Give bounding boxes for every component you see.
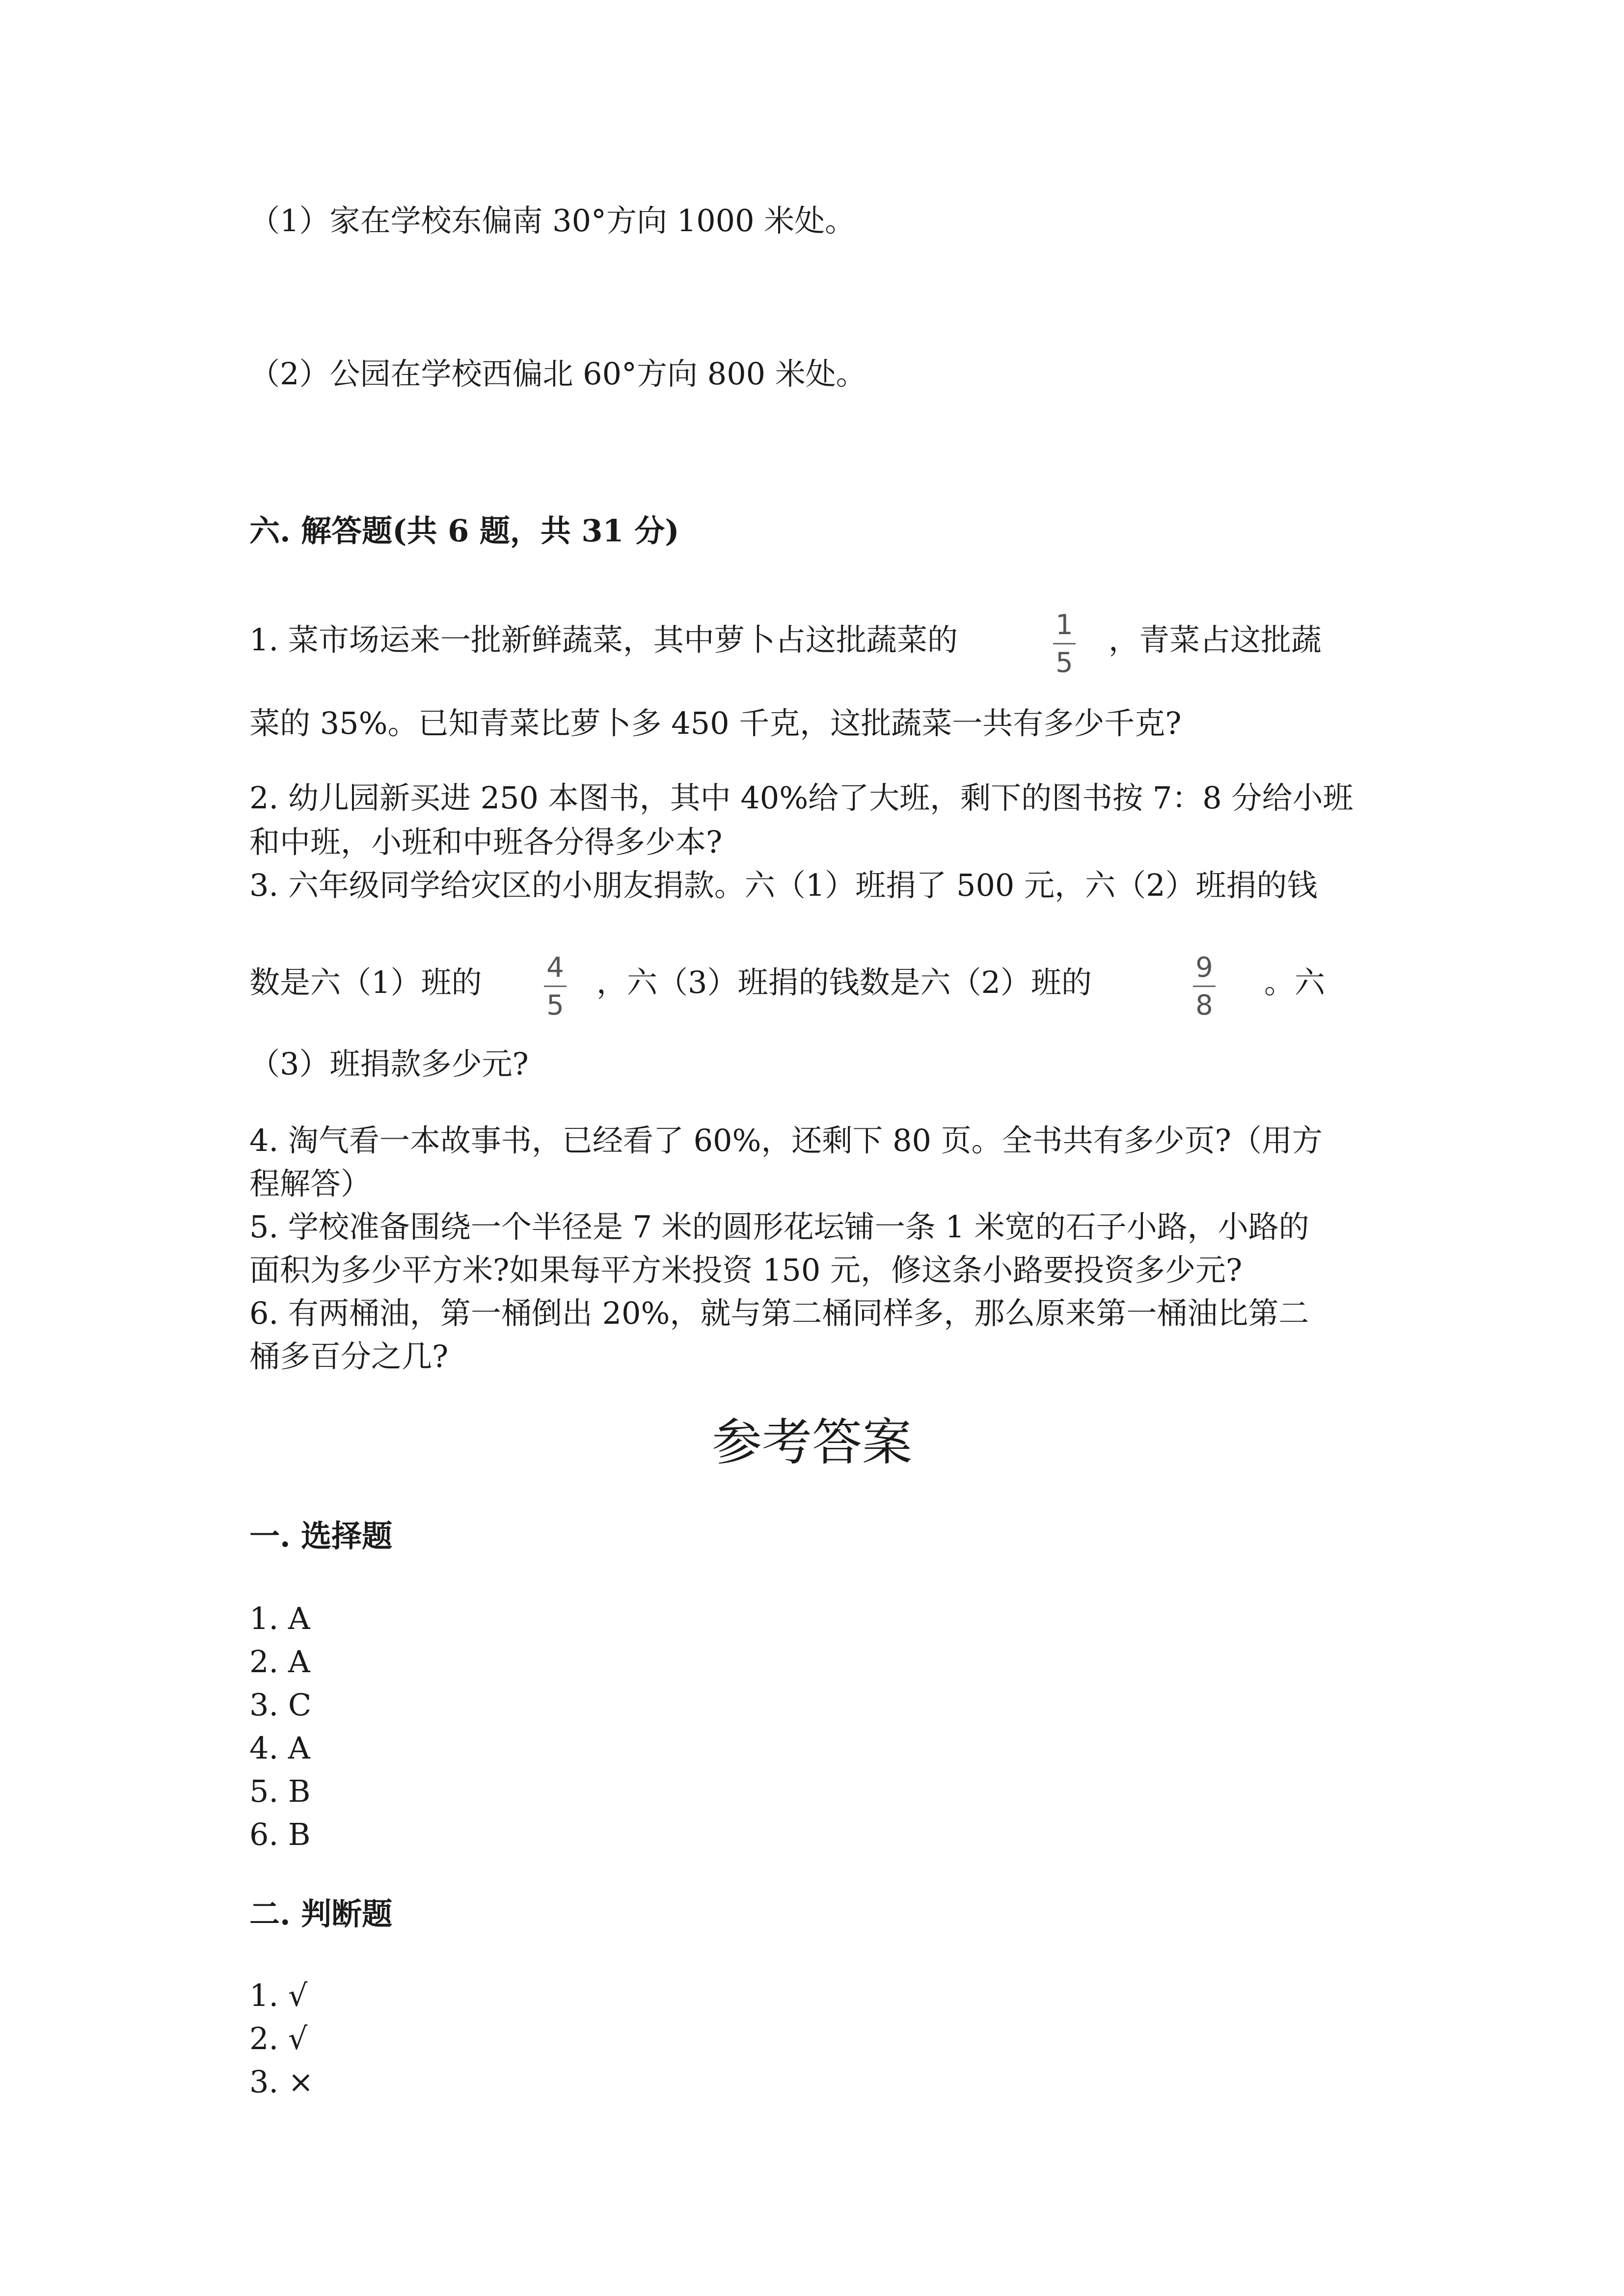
fraction-9-8 <box>1193 952 1216 1021</box>
problem-1-text-a: 1. 菜市场运来一批新鲜蔬菜，其中萝卜占这批蔬菜的 <box>249 622 958 658</box>
fraction-bar <box>544 986 567 987</box>
answer-item: 3. × <box>249 2064 314 2100</box>
problem-3-text-b: ，六（3）班捐的钱数是六（2）班的 <box>596 964 1092 1000</box>
problem-4-line-1: 4. 淘气看一本故事书，已经看了 60%，还剩下 80 页。全书共有多少页?（用方 <box>249 1122 1323 1158</box>
answer-item: 2. A <box>249 1644 310 1680</box>
answer-item: 2. √ <box>249 2021 308 2056</box>
problem-1-text-c: 菜的 35%。已知青菜比萝卜多 450 千克，这批蔬菜一共有多少千克? <box>249 705 1182 741</box>
problem-3-text-c: 。六 <box>1264 964 1326 1000</box>
problem-3-line-3: （3）班捐款多少元? <box>249 1046 529 1082</box>
answers-section-2-heading: 二. 判断题 <box>249 1896 393 1932</box>
answer-item: 1. √ <box>249 1977 308 2013</box>
problem-3-text-a: 数是六（1）班的 <box>249 964 482 1000</box>
answer-item: 6. B <box>249 1816 311 1852</box>
answers-title: 参考答案 <box>712 1414 912 1472</box>
fraction-denominator: 5 <box>1056 647 1073 679</box>
problem-6-line-2: 桶多百分之几? <box>249 1338 449 1374</box>
question-5-1: （1）家在学校东偏南 30°方向 1000 米处。 <box>249 203 856 239</box>
answer-item: 5. B <box>249 1773 311 1809</box>
fraction-denominator: 5 <box>546 989 564 1021</box>
fraction-bar <box>1193 986 1216 987</box>
problem-5-line-1: 5. 学校准备围绕一个半径是 7 米的圆形花坛铺一条 1 米宽的石子小路，小路的 <box>249 1209 1309 1245</box>
fraction-denominator: 8 <box>1195 989 1213 1021</box>
answer-item: 4. A <box>249 1730 310 1766</box>
problem-4-line-2: 程解答） <box>249 1166 372 1201</box>
problem-2-line-1: 2. 幼儿园新买进 250 本图书，其中 40%给了大班，剩下的图书按 7：8 分给小班 <box>249 780 1353 816</box>
problem-1-text-b: ，青菜占这批蔬 <box>1109 622 1322 658</box>
fraction-4-5 <box>544 952 567 1021</box>
fraction-1-5 <box>1053 610 1076 679</box>
problem-2-line-2: 和中班，小班和中班各分得多少本? <box>249 824 723 860</box>
fraction-bar <box>1053 643 1076 644</box>
fraction-numerator: 9 <box>1195 952 1213 984</box>
fraction-numerator: 4 <box>546 952 564 984</box>
section-heading-6: 六. 解答题(共 6 题，共 31 分) <box>249 513 679 549</box>
question-5-2: （2）公园在学校西偏北 60°方向 800 米处。 <box>249 356 866 392</box>
problem-5-line-2: 面积为多少平方米?如果每平方米投资 150 元，修这条小路要投资多少元? <box>249 1252 1243 1288</box>
problem-3-line-1: 3. 六年级同学给灾区的小朋友捐款。六（1）班捐了 500 元，六（2）班捐的钱 <box>249 867 1318 903</box>
answer-item: 3. C <box>249 1687 312 1723</box>
answer-item: 1. A <box>249 1601 310 1636</box>
problem-6-line-1: 6. 有两桶油，第一桶倒出 20%，就与第二桶同样多，那么原来第一桶油比第二 <box>249 1295 1309 1331</box>
fraction-numerator: 1 <box>1056 609 1073 641</box>
answers-section-1-heading: 一. 选择题 <box>249 1518 393 1554</box>
